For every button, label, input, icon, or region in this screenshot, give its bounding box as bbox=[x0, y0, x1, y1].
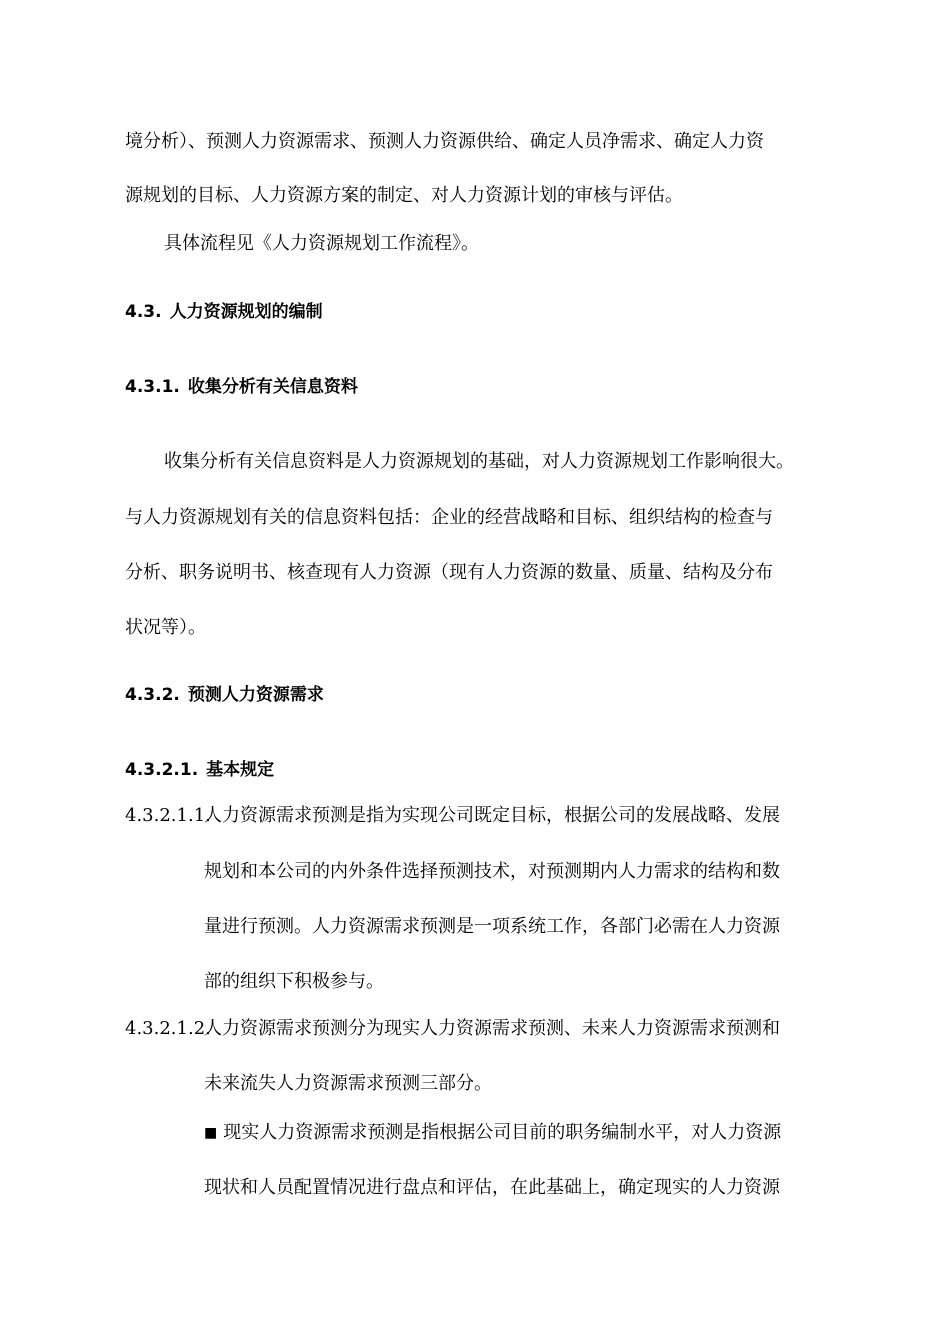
bullet-text: 现实人力资源需求预测是指根据公司目前的职务编制水平，对人力资源 bbox=[223, 1122, 782, 1143]
bullet-item bbox=[204, 1122, 781, 1144]
item-line: 量进行预测。人力资源需求预测是一项系统工作，各部门必需在人力资源 bbox=[204, 916, 780, 937]
paragraph-line: 源规划的目标、人力资源方案的制定、对人力资源计划的审核与评估。 bbox=[125, 185, 683, 206]
item-line: 未来流失人力资源需求预测三部分。 bbox=[204, 1073, 492, 1094]
paragraph-line: 具体流程见《人力资源规划工作流程》。 bbox=[164, 233, 479, 254]
section-number: 4.3.1. bbox=[125, 377, 180, 397]
section-title: 收集分析有关信息资料 bbox=[187, 377, 358, 397]
paragraph-line: 收集分析有关信息资料是人力资源规划的基础，对人力资源规划工作影响很大。 bbox=[164, 451, 794, 472]
item-number: 4.3.2.1.2. bbox=[125, 1018, 211, 1039]
section-number: 4.3.2.1. bbox=[125, 760, 199, 780]
numbered-item bbox=[125, 1018, 780, 1040]
item-line: 规划和本公司的内外条件选择预测技术，对预测期内人力需求的结构和数 bbox=[204, 861, 780, 882]
paragraph-line: 分析、职务说明书、核查现有人力资源（现有人力资源的数量、质量、结构及分布 bbox=[125, 562, 773, 583]
section-title: 基本规定 bbox=[206, 760, 275, 780]
section-number: 4.3. bbox=[125, 302, 162, 322]
square-bullet-icon: ■ bbox=[204, 1125, 218, 1141]
section-heading bbox=[125, 684, 324, 706]
section-title: 人力资源规划的编制 bbox=[169, 302, 323, 322]
section-title: 预测人力资源需求 bbox=[187, 685, 324, 705]
item-text: 人力资源需求预测是指为实现公司既定目标，根据公司的发展战略、发展 bbox=[204, 805, 780, 826]
item-number: 4.3.2.1.1. bbox=[125, 805, 211, 826]
paragraph-line: 状况等）。 bbox=[125, 617, 206, 638]
bullet-line: 现状和人员配置情况进行盘点和评估，在此基础上，确定现实的人力资源 bbox=[204, 1177, 780, 1198]
numbered-item bbox=[125, 805, 780, 827]
paragraph-line: 与人力资源规划有关的信息资料包括：企业的经营战略和目标、组织结构的检查与 bbox=[125, 507, 773, 528]
section-number: 4.3.2. bbox=[125, 685, 180, 705]
item-text: 人力资源需求预测分为现实人力资源需求预测、未来人力资源需求预测和 bbox=[204, 1018, 780, 1039]
item-line: 部的组织下积极参与。 bbox=[204, 971, 384, 992]
section-heading bbox=[125, 301, 323, 323]
section-heading bbox=[125, 376, 358, 398]
section-heading bbox=[125, 759, 274, 781]
paragraph-line: 境分析）、预测人力资源需求、预测人力资源供给、确定人员净需求、确定人力资 bbox=[125, 131, 764, 152]
